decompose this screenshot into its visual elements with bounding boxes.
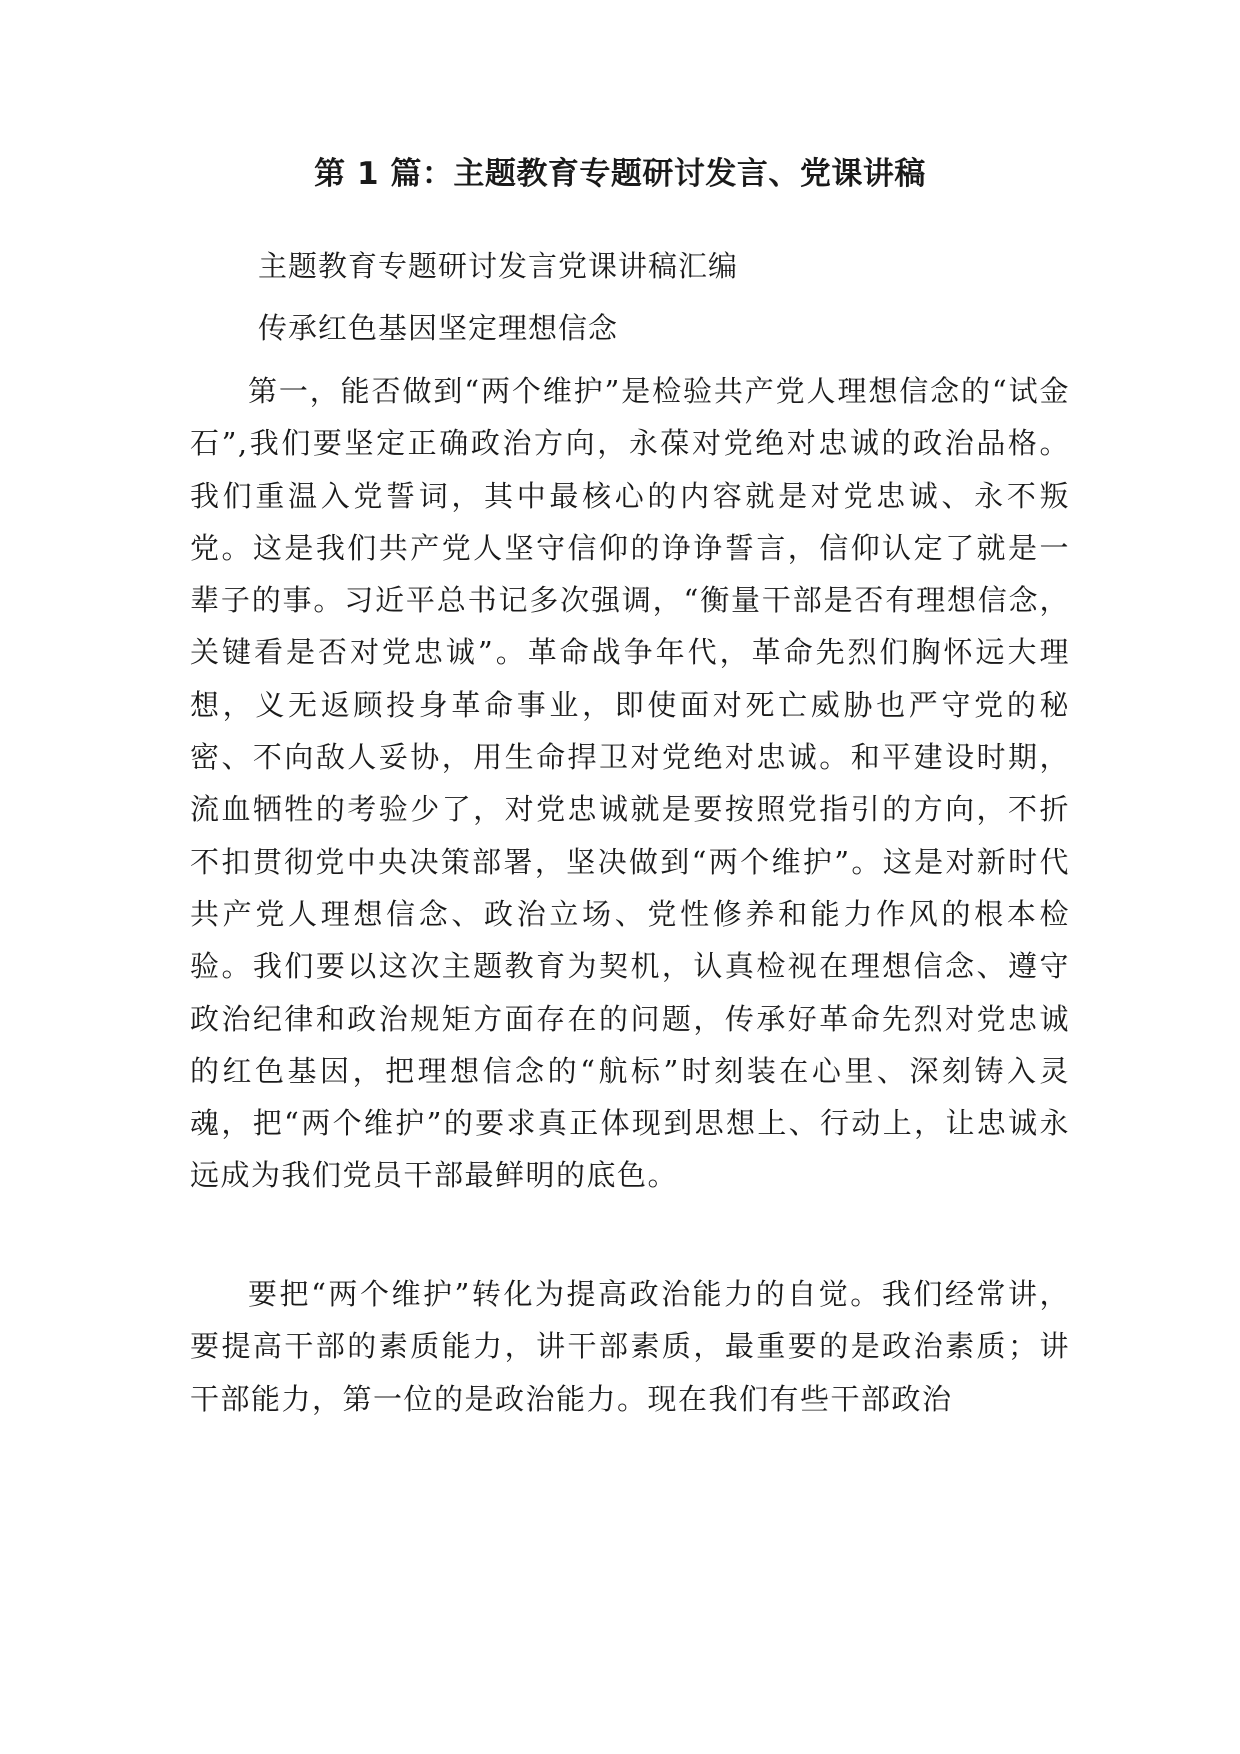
section-heading: 传承红色基因坚定理想信念 [258, 311, 619, 345]
body-paragraph-1: 第一，能否做到“两个维护”是检验共产党人理想信念的“试金石”,我们要坚定正确政治方向，永葆对党绝对忠诚的政治品格。我们重温入党誓词，其中最核心的内容就是对党忠诚、永不叛党。这是我们共产党人坚守信仰的诤诤誓言，信仰认定了就是一辈子的事。习近平总书记多次强调，“衡量干部是否有理想信念，关键看是否对党忠诚”。革命战争年代，革命先烈们胸怀远大理想，义无返顾投身革命事业，即使面对死亡威胁也严守党的秘密、不向敌人妥协，用生命捍卫对党绝对忠诚。和平建设时期，流血牺牲的考验少了，对党忠诚就是要按照党指引的方向，不折不扣贯彻党中央决策部署，坚决做到“两个维护”。这是对新时代共产党人理想信念、政治立场、党性修养和能力作风的根本检验。我们要以这次主题教育为契机，认真检视在理想信念、遵守政治纪律和政治规矩方面存在的问题，传承好革命先烈对党忠诚的红色基因，把理想信念的“航标”时刻装在心里、深刻铸入灵魂，把“两个维护”的要求真正体现到思想上、行动上，让忠诚永远成为我们党员干部最鲜明的底色。 [190, 374, 1070, 1193]
body-paragraph-2: 要把“两个维护”转化为提高政治能力的自觉。我们经常讲，要提高干部的素质能力，讲干部素质，最重要的是政治素质；讲干部能力，第一位的是政治能力。现在我们有些干部政治 [190, 1277, 1070, 1416]
document-title: 第 1 篇：主题教育专题研讨发言、党课讲稿 [314, 156, 926, 192]
document-subtitle: 主题教育专题研讨发言党课讲稿汇编 [258, 249, 739, 283]
